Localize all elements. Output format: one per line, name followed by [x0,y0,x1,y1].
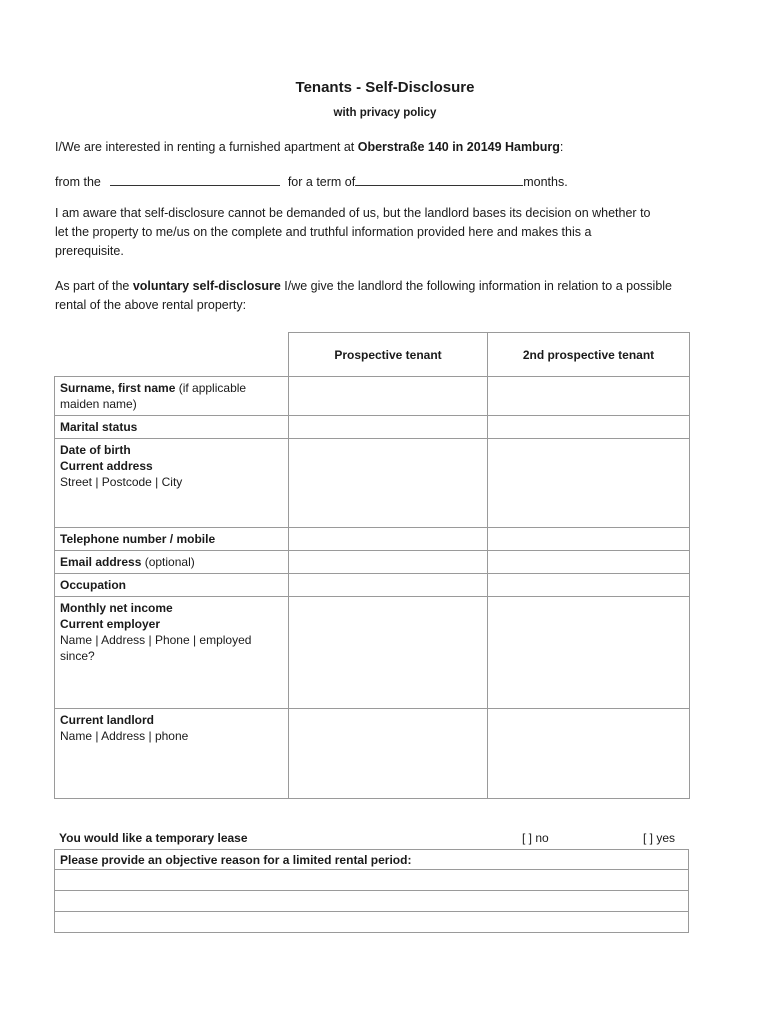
landlord-label: Current landlord [60,713,155,727]
address-sub: Street | Postcode | City [60,475,183,489]
label-phone [55,528,289,551]
term-line [55,172,715,192]
label-income-employer [55,597,289,709]
lease-no-checkbox[interactable]: [ ] no [522,831,549,845]
voluntary-suffix: I/we give the landlord the following information in relation to a possible [280,279,672,293]
reason-label: Please provide an objective reason for a limited rental period: [55,850,689,870]
label-landlord [55,709,289,799]
occupation-label: Occupation [60,578,127,592]
tenant2-phone-field[interactable] [488,528,690,551]
surname-rest: (if applicable [175,381,247,395]
tenant1-marital-field[interactable] [289,416,488,439]
intro-prefix: I/We are interested in renting a furnished apartment at [55,140,358,154]
label-surname [55,377,289,416]
voluntary-line-1 [55,277,715,296]
table-row [55,850,689,870]
tenant2-marital-field[interactable] [488,416,690,439]
col-2nd-prospective-tenant: 2nd prospective tenant [488,333,690,377]
temporary-lease-question: You would like a temporary lease [59,831,248,845]
from-date-field[interactable] [110,172,280,186]
table-row [55,912,689,933]
tenant2-occupation-field[interactable] [488,574,690,597]
landlord-sub: Name | Address | phone [60,729,189,743]
income-label: Monthly net income [60,601,173,615]
voluntary-bold: voluntary self-disclosure [132,279,281,293]
surname-bold: Surname, first name [60,381,176,395]
employer-sub1: Name | Address | Phone | employed [60,633,252,647]
email-bold: Email address [60,555,142,569]
tenant2-surname-field[interactable] [488,377,690,416]
page-title: Tenants - Self-Disclosure [295,79,475,96]
reason-table [54,849,689,933]
table-row [55,597,690,709]
employer-sub2: since? [60,649,95,663]
months-label: months. [523,175,568,189]
table-row [55,709,690,799]
page-subtitle: with privacy policy [333,107,437,119]
awareness-line-2: let the property to me/us on the complete and truthful information provided here and makes this a [55,225,592,239]
tenant-info-table [54,332,690,799]
from-label: from the [55,175,101,189]
term-label: for a term of [287,175,356,189]
tenant2-income-employer-field[interactable] [488,597,690,709]
tenant1-surname-field[interactable] [289,377,488,416]
table-row [55,551,690,574]
table-row [55,416,690,439]
label-marital [55,416,289,439]
surname-line2: maiden name) [60,397,137,411]
awareness-line-3: prerequisite. [55,244,124,258]
col-prospective-tenant: Prospective tenant [289,333,488,377]
tenant2-dob-address-field[interactable] [488,439,690,528]
tenant1-landlord-field[interactable] [289,709,488,799]
tenant1-occupation-field[interactable] [289,574,488,597]
address-label: Current address [60,459,153,473]
marital-label: Marital status [60,420,138,434]
tenant2-landlord-field[interactable] [488,709,690,799]
header-empty-cell [55,333,289,377]
apartment-address: Oberstraße 140 in 20149 Hamburg [357,140,560,154]
tenant1-email-field[interactable] [289,551,488,574]
voluntary-prefix: As part of the [55,279,133,293]
intro-suffix: : [559,140,564,154]
tenant1-phone-field[interactable] [289,528,488,551]
voluntary-line-2: rental of the above rental property: [55,298,247,312]
employer-label: Current employer [60,617,161,631]
label-email [55,551,289,574]
term-months-field[interactable] [355,172,523,186]
table-row [55,439,690,528]
label-occupation [55,574,289,597]
label-dob-address [55,439,289,528]
dob-label: Date of birth [60,443,131,457]
tenant1-dob-address-field[interactable] [289,439,488,528]
reason-line-2[interactable] [55,891,689,912]
table-row [55,870,689,891]
table-row [55,528,690,551]
email-rest: (optional) [141,555,195,569]
lease-yes-checkbox[interactable]: [ ] yes [643,831,676,845]
intro-line [55,138,715,157]
tenant2-email-field[interactable] [488,551,690,574]
awareness-line-1: I am aware that self-disclosure cannot be demanded of us, but the landlord bases its decision on whether to [55,206,651,220]
table-row [55,891,689,912]
table-header-row [55,333,690,377]
voluntary-paragraph [55,277,715,315]
awareness-paragraph [55,204,715,261]
table-row [55,377,690,416]
phone-label: Telephone number / mobile [60,532,216,546]
table-row [55,574,690,597]
reason-line-3[interactable] [55,912,689,933]
reason-line-1[interactable] [55,870,689,891]
tenant1-income-employer-field[interactable] [289,597,488,709]
